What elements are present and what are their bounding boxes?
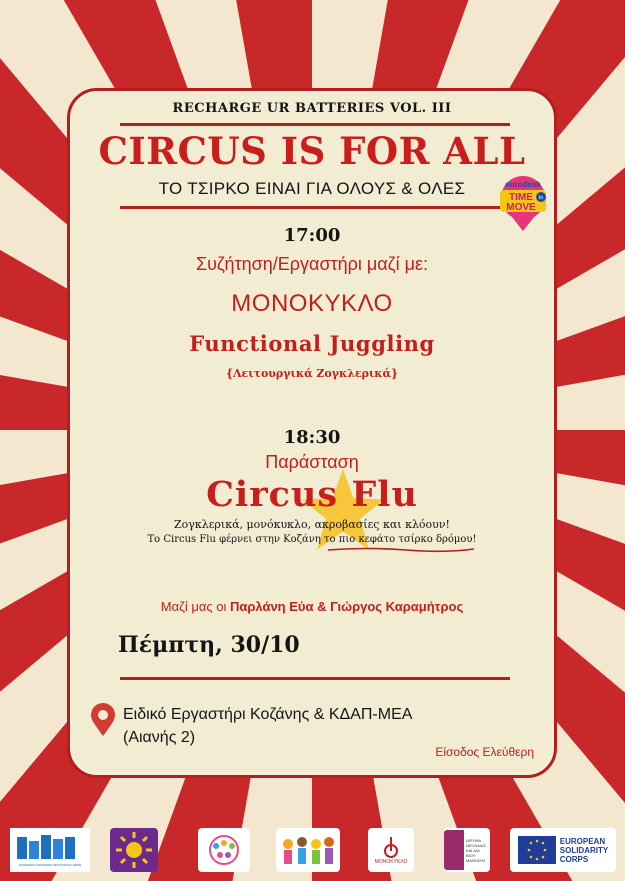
inedivim-logo-mark: [444, 830, 464, 870]
logo-sun: [110, 828, 158, 872]
kopn-logo-icon: [13, 833, 87, 863]
eu-flag-icon: [518, 836, 556, 864]
sun-logo-icon: [114, 830, 154, 870]
show-description-2: Το Circus Flu φέρνει στην Κοζάνη το πιο κεφάτο τσίρκο δρόμου!: [147, 534, 477, 545]
title-divider: [120, 206, 510, 209]
session1-workshop-greek: {Λειτουργικά Ζογκλερικά}: [225, 367, 399, 380]
session2-label: Παράσταση: [265, 452, 359, 472]
event-date: Πέμπτη, 30/10: [118, 632, 300, 658]
session1-workshop: Functional Juggling: [189, 331, 435, 356]
show-title: Circus Flu: [206, 474, 418, 515]
badge-time: TIME: [509, 192, 533, 203]
logo-monokyklo: [368, 828, 414, 872]
scribble-underline: [326, 546, 476, 554]
inedivim-line1: ΙΔΡΥΜΑ: [465, 837, 482, 843]
venue: [123, 703, 412, 749]
event-subtitle: ΤΟ ΤΣΙΡΚΟ ΕΙΝΑΙ ΓΙΑ ΟΛΟΥΣ & ΟΛΕΣ: [158, 179, 466, 198]
esc-line3: CORPS: [559, 854, 589, 864]
children-logo-icon: [278, 830, 338, 870]
bottom-divider: [120, 677, 510, 680]
kopn-logo-text: ΚΟΙΝΩΝΙΚΗ ΟΡΓΑΝΩΣΗ ΠΡΟΣΤΑΣΙΑΣ ΝΕΩΝ: [18, 863, 82, 867]
logo-esc: [510, 828, 616, 872]
badge-move: MOVE: [506, 202, 536, 213]
logo-kopn: [10, 828, 90, 872]
session1-group: ΜΟΝΟΚΥΚΛΟ: [231, 290, 393, 317]
monokyklo-logo-text: ΜΟΝΟΚΥΚΛΟ: [374, 859, 408, 865]
session1-time: 17:00: [283, 225, 341, 246]
logo-kids-kozani: [198, 828, 250, 872]
esc-line2: SOLIDARITY: [559, 845, 609, 855]
event-title: CIRCUS IS FOR ALL: [98, 129, 526, 173]
unicycle-logo-icon: [381, 835, 401, 859]
session2-time: 18:30: [283, 427, 341, 448]
venue-name: Ειδικό Εργαστήρι Κοζάνης & ΚΔΑΠ-ΜΕΑ: [123, 706, 413, 723]
guests-prefix: Μαζί μας οι: [160, 599, 230, 614]
show-description-1: Ζογκλερικά, μονόκυκλο, ακροβασίες και κλόουν!: [174, 518, 450, 531]
entry-free: Είσοδος Ελεύθερη: [435, 745, 534, 759]
venue-address: (Αιανής 2): [123, 729, 196, 746]
logo-inedivim: [444, 828, 490, 872]
guests-names: Παρλάνη Εύα & Γιώργος Καραμήτρος: [229, 599, 464, 614]
top-divider: [120, 123, 510, 126]
badge-to: to: [538, 195, 544, 201]
inedivim-line4: ΜΑΘΗΣΗΣ: [465, 857, 486, 863]
guests-line: [70, 599, 554, 614]
event-panel: [67, 88, 557, 778]
event-series-label: RECHARGE UR BATTERIES VOL. III: [172, 101, 452, 116]
location-pin-icon: [90, 703, 116, 737]
esc-line1: EUROPEAN: [559, 836, 606, 846]
kids-kozani-logo-icon: [201, 830, 247, 870]
inedivim-line2: ΝΕΟΛΑΙΑΣ: [465, 842, 487, 848]
inedivim-line3: ΚΑΙ ΔΙΑ ΒΙΟΥ: [465, 847, 480, 858]
logo-children: [276, 828, 340, 872]
sponsor-logos: [0, 814, 625, 881]
badge-eurodesk: eurodesk: [505, 180, 541, 189]
session1-label: Συζήτηση/Εργαστήρι μαζί με:: [195, 254, 429, 274]
